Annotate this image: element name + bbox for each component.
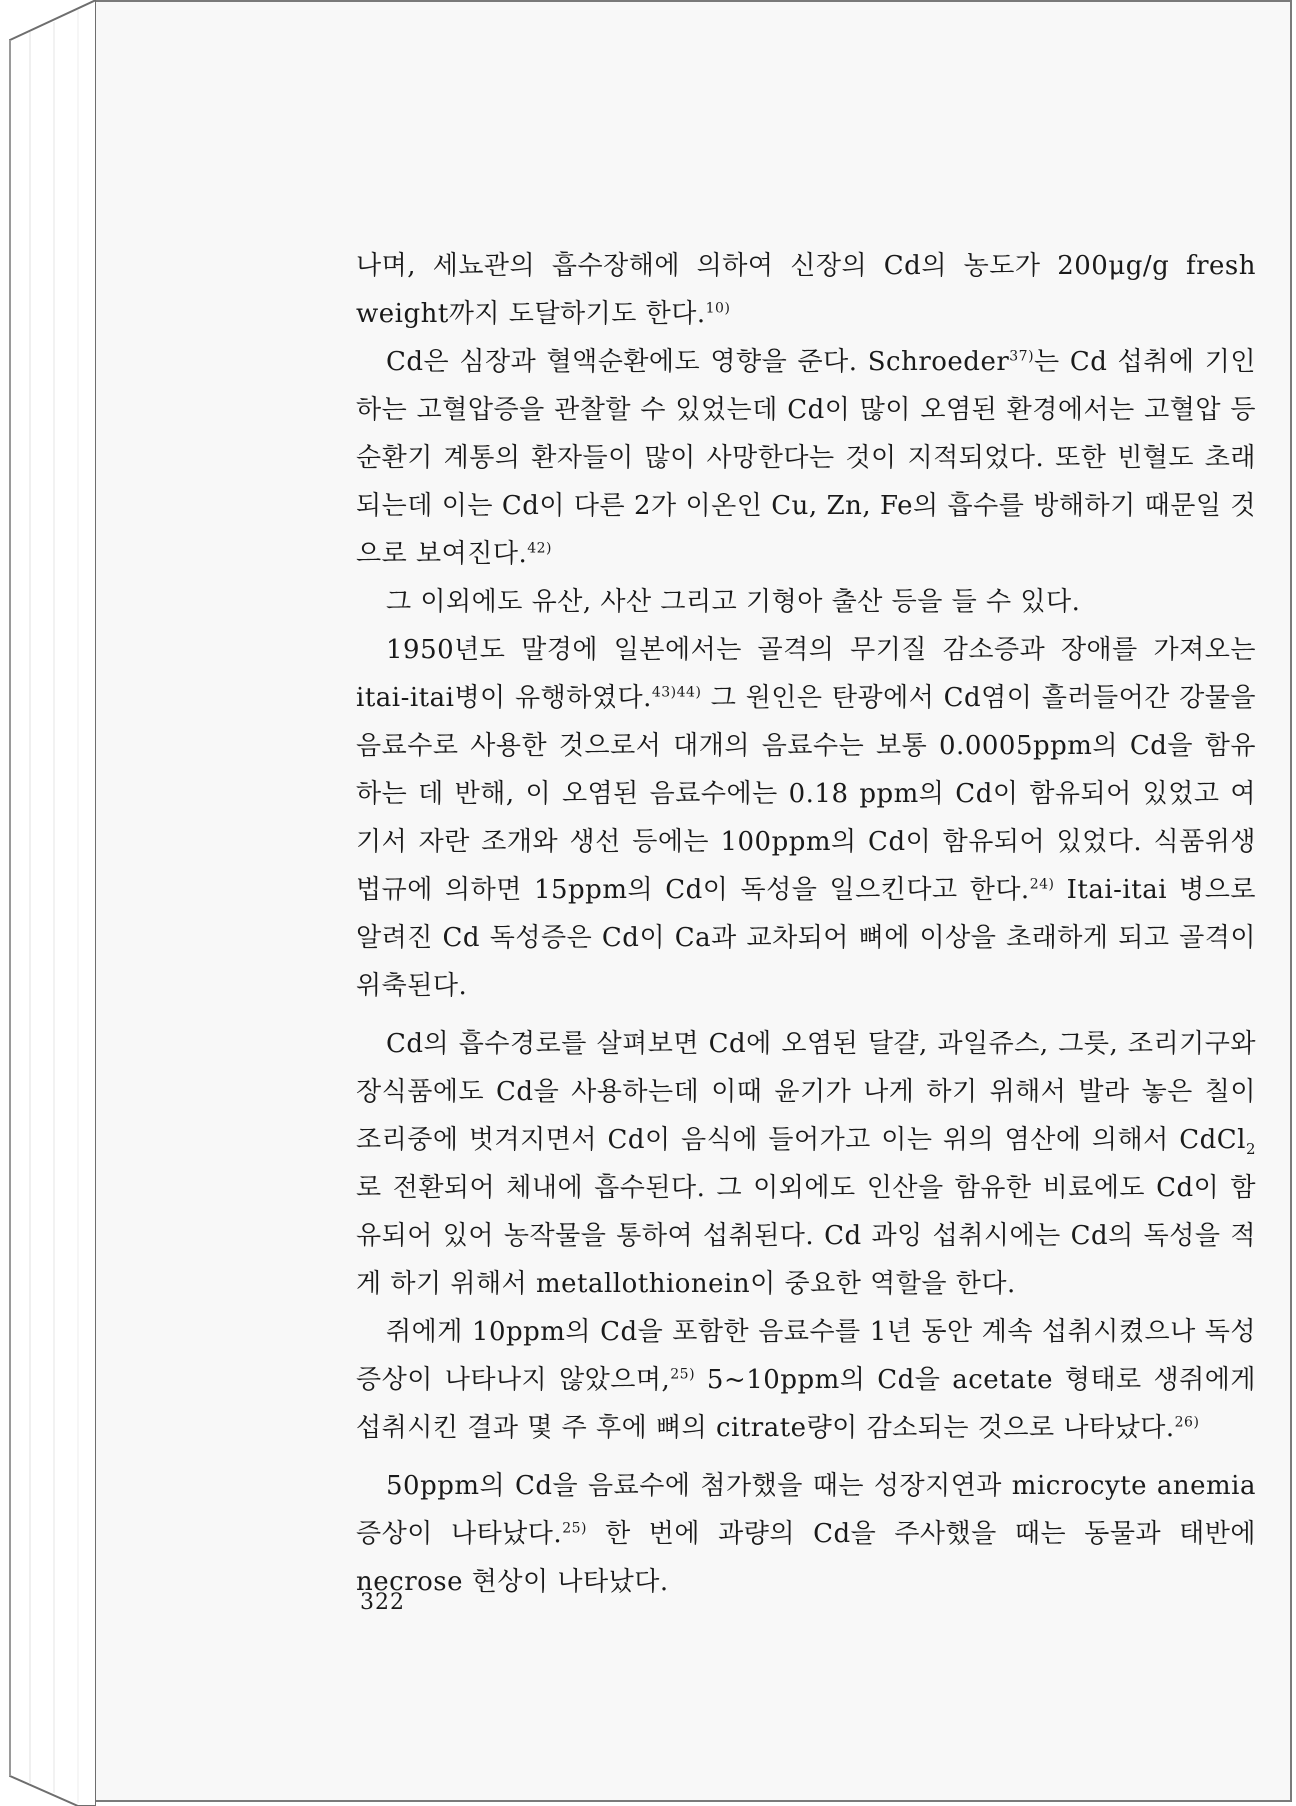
paragraph-5 [356, 1020, 1256, 1308]
paragraph-7 [356, 1462, 1256, 1606]
paragraph-6 [356, 1308, 1256, 1452]
citation-superscript: 10) [705, 300, 731, 317]
citation-superscript: 42) [527, 540, 553, 557]
chemical-subscript: 2 [1245, 1140, 1256, 1159]
paragraph-text: 50ppm의 Cd을 음료수에 첨가했을 때는 성장지연과 microcyte anemia 증상이 나타났다. [356, 1471, 1256, 1549]
document-page [96, 0, 1292, 1802]
paragraph-text: 나며, 세뇨관의 흡수장해에 의하여 신장의 Cd의 농도가 200μg/g fresh weight까지 도달하기도 한다. [356, 251, 1256, 329]
paragraph-3 [356, 578, 1256, 626]
citation-superscript: 25) [670, 1366, 696, 1383]
paragraph-2 [356, 338, 1256, 578]
citation-superscript: 24) [1029, 876, 1055, 893]
paragraph-text: Cd의 흡수경로를 살펴보면 Cd에 오염된 달걀, 과일쥬스, 그릇, 조리기구와 장식품에도 Cd을 사용하는데 이때 윤기가 나게 하기 위해서 발라 놓은 칠이 조리중에 벗겨지면서 Cd이 음식에 들어가고 이는 위의 염산에 의해서 CdCl [356, 1029, 1256, 1155]
book-spine [0, 0, 96, 1806]
citation-superscript: 43)44) [651, 684, 702, 701]
citation-superscript: 26) [1174, 1414, 1200, 1431]
paragraph-text: Itai-itai 병으로 알려진 Cd 독성증은 Cd이 Ca과 교차되어 뼈에 이상을 초래하게 되고 골격이 위축된다. [356, 875, 1256, 1001]
paragraph-text: 쥐에게 10ppm의 Cd을 포함한 음료수를 1년 동안 계속 섭취시켰으나 독성증상이 나타나지 않았으며, [356, 1317, 1256, 1395]
page-number: 322 [360, 1590, 405, 1615]
paragraph-text: 한 번에 과량의 Cd을 주사했을 때는 동물과 태반에 necrose 현상이 나타났다. [356, 1519, 1257, 1597]
paragraph-text: 는 Cd 섭취에 기인하는 고혈압증을 관찰할 수 있었는데 Cd이 많이 오염된 환경에서는 고혈압 등 순환기 계통의 환자들이 많이 사망한다는 것이 지적되었다. 또한 빈혈도 초래되는데 이는 Cd이 다른 2가 이온인 Cu, Zn, Fe의 흡수를 방해하기 때문일 것으로 보여진다. [356, 347, 1256, 569]
citation-superscript: 25) [562, 1520, 587, 1537]
paragraph-1 [356, 242, 1256, 338]
citation-superscript: 37) [1009, 348, 1035, 365]
paragraph-text: 1950년도 말경에 일본에서는 골격의 무기질 감소증과 장애를 가져오는 itai-itai병이 유행하였다. [356, 635, 1256, 713]
paragraph-4 [356, 626, 1256, 1010]
body-text [356, 242, 1256, 1606]
paragraph-text: Cd은 심장과 혈액순환에도 영향을 준다. Schroeder [386, 347, 1010, 377]
paragraph-text: 5~10ppm의 Cd을 acetate 형태로 생쥐에게 섭취시킨 결과 몇 주 후에 뼈의 citrate량이 감소되는 것으로 나타났다. [356, 1365, 1256, 1443]
paragraph-text: 그 원인은 탄광에서 Cd염이 흘러들어간 강물을 음료수로 사용한 것으로서 대개의 음료수는 보통 0.0005ppm의 Cd을 함유하는 데 반해, 이 오염된 음료수에는 0.18 ppm의 Cd이 함유되어 있었고 여기서 자란 조개와 생선 등에는 100ppm의 Cd이 함유되어 있었다. 식품위생 법규에 의하면 15ppm의 Cd이 독성을 일으킨다고 한다. [356, 683, 1256, 905]
paragraph-text: 로 전환되어 체내에 흡수된다. 그 이외에도 인산을 함유한 비료에도 Cd이 함유되어 있어 농작물을 통하여 섭취된다. Cd 과잉 섭취시에는 Cd의 독성을 적게 하기 위해서 metallothionein이 중요한 역할을 한다. [356, 1173, 1256, 1299]
paragraph-text: 그 이외에도 유산, 사산 그리고 기형아 출산 등을 들 수 있다. [386, 587, 1081, 617]
